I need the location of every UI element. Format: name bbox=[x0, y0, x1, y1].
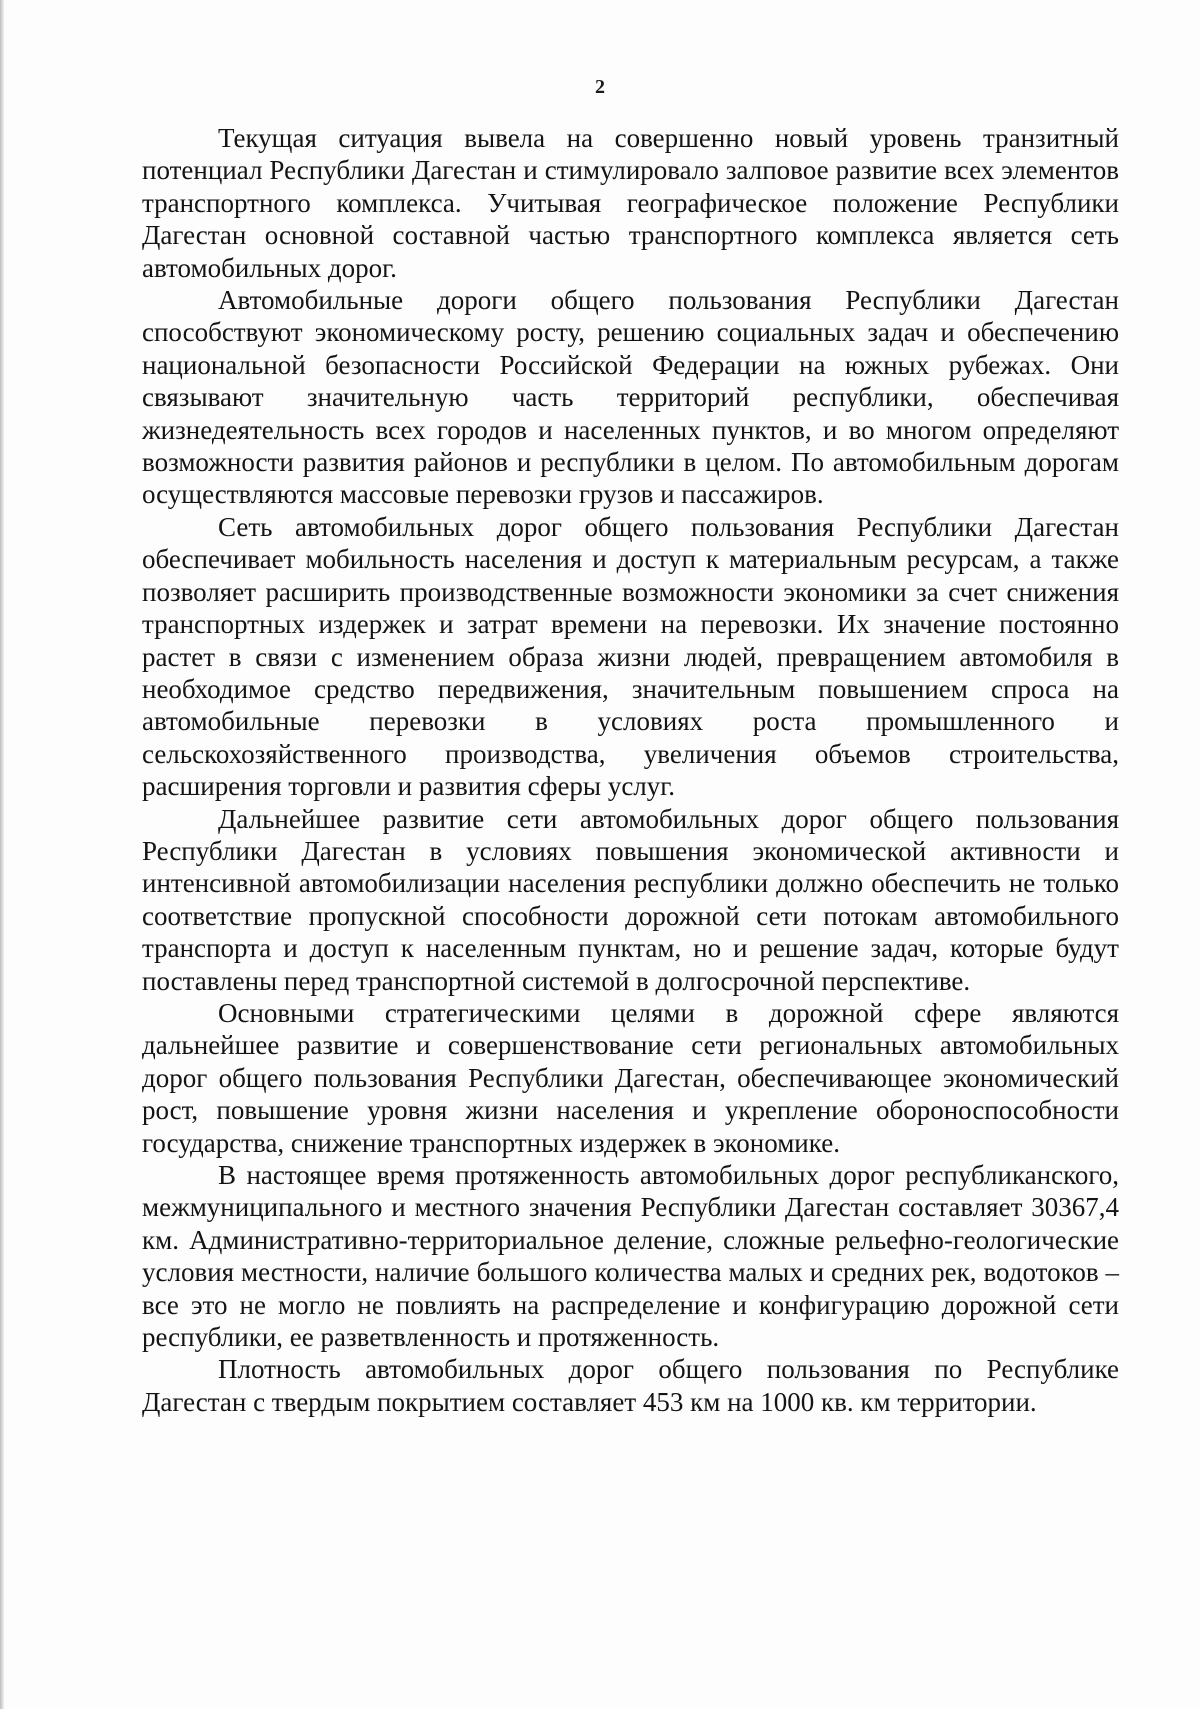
paragraph-road-density: Плотность автомобильных дорог общего пользования по Республике Дагестан с твердым покрытием составляет 453 км на 1000 кв. км территории. bbox=[142, 1354, 1119, 1417]
paragraph-road-length: В настоящее время протяженность автомобильных дорог республиканского, межмуниципального и местного значения Республики Дагестан составляет 30367,4 км. Административно-территориальное деление, сложные рельефно-геологические условия местности, наличие большого количества малых и средних рек, водотоков – все это не могло не повлиять на распределение и конфигурацию дорожной сети республики, ее разветвленность и протяженность. bbox=[142, 1160, 1119, 1353]
paragraph-strategic-goals: Основными стратегическими целями в дорожной сфере являются дальнейшее развитие и совершенствование сети региональных автомобильных дорог общего пользования Республики Дагестан, обеспечивающее экономический рост, повышение уровня жизни населения и укрепление обороноспособности государства, снижение транспортных издержек в экономике. bbox=[142, 997, 1119, 1158]
paragraph-further-development: Дальнейшее развитие сети автомобильных дорог общего пользования Республики Дагестан в условиях повышения экономической активности и интенсивной автомобилизации населения республики должно обеспечить не только соответствие пропускной способности дорожной сети потокам автомобильного транспорта и доступ к населенным пунктам, но и решение задач, которые будут поставлены перед транспортной системой в долгосрочной перспективе. bbox=[142, 803, 1119, 996]
paragraph-network-mobility: Сеть автомобильных дорог общего пользования Республики Дагестан обеспечивает мобильность населения и доступ к материальным ресурсам, а также позволяет расширить производственные возможности экономики за счет снижения транспортных издержек и затрат времени на перевозки. Их значение постоянно растет в связи с изменением образа жизни людей, превращением автомобиля в необходимое средство передвижения, значительным повышением спроса на автомобильные перевозки в условиях роста промышленного и сельскохозяйственного производства, увеличения объемов строительства, расширения торговли и развития сферы услуг. bbox=[142, 511, 1119, 802]
paragraph-road-role: Автомобильные дороги общего пользования Республики Дагестан способствуют экономическому росту, решению социальных задач и обеспечению национальной безопасности Российской Федерации на южных рубежах. Они связывают значительную часть территорий республики, обеспечивая жизнедеятельность всех городов и населенных пунктов, и во многом определяют возможности развития районов и республики в целом. По автомобильным дорогам осуществляются массовые перевозки грузов и пассажиров. bbox=[142, 285, 1119, 510]
paragraph-transit-potential: Текущая ситуация вывела на совершенно новый уровень транзитный потенциал Республики Дагестан и стимулировало залповое развитие всех элементов транспортного комплекса. Учитывая географическое положение Республики Дагестан основной составной частью транспортного комплекса является сеть автомобильных дорог. bbox=[142, 123, 1119, 283]
scan-edge bbox=[0, 0, 4, 1709]
page-number: 2 bbox=[595, 76, 605, 98]
document-body bbox=[142, 122, 1119, 1418]
